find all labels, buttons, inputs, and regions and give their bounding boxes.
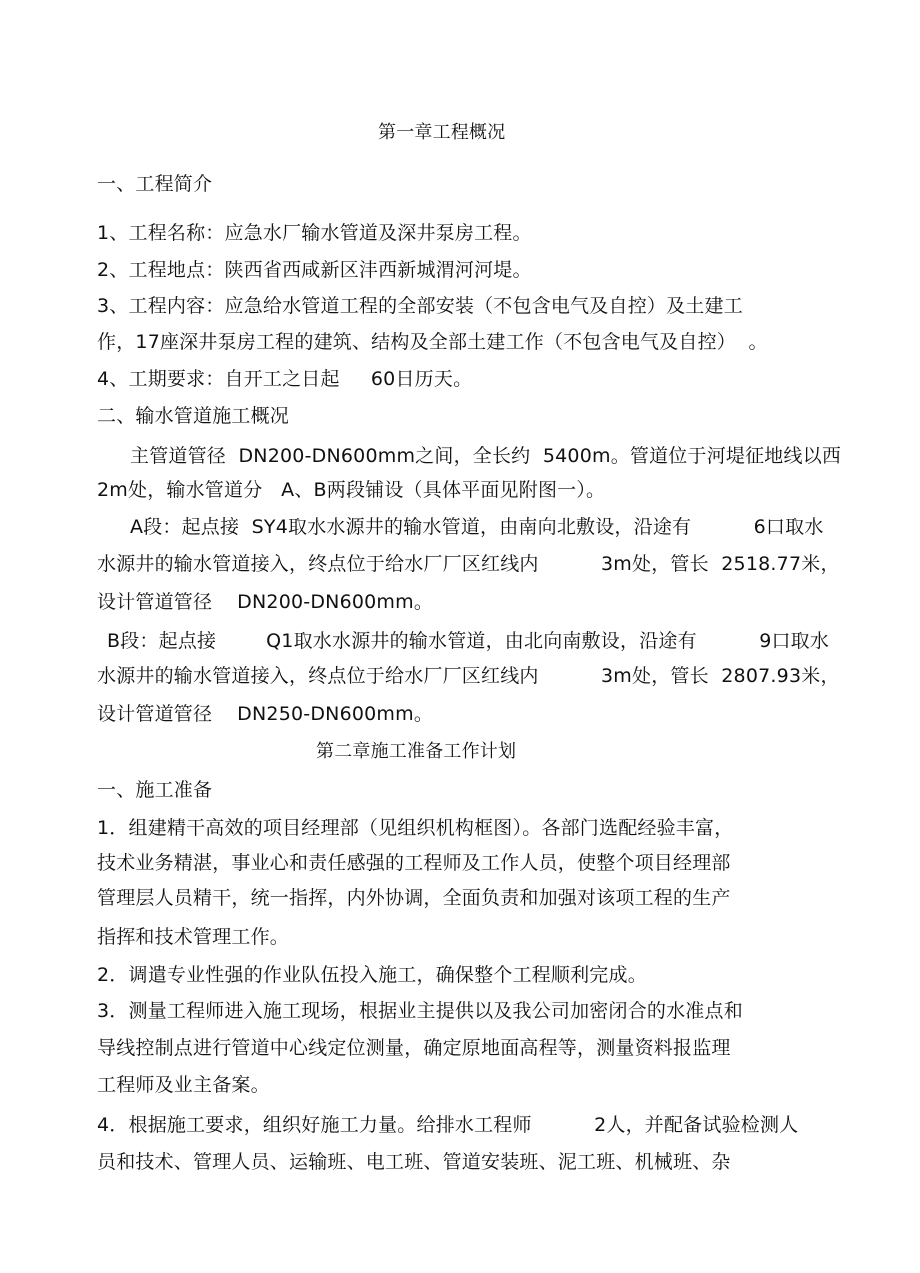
prep-item-1-line-2: 技术业务精湛，事业心和责任感强的工程师及工作人员，使整个项目经理部 <box>97 852 731 874</box>
chapter-1-title: 第一章工程概况 <box>378 122 506 143</box>
paragraph-section-a-line-3: 设计管道管径 DN200-DN600mm。 <box>97 591 434 613</box>
section-1-title: 一、工程简介 <box>97 173 213 195</box>
chapter-2-title: 第二章施工准备工作计划 <box>316 741 517 762</box>
item-3-project-content-line-1: 3、工程内容：应急给水管道工程的全部安装（不包含电气及自控）及土建工 <box>97 295 743 317</box>
prep-item-3-line-1: 3．测量工程师进入施工现场，根据业主提供以及我公司加密闭合的水准点和 <box>97 1000 743 1022</box>
prep-item-1-line-4: 指挥和技术管理工作。 <box>97 926 290 948</box>
prep-item-1-line-3: 管理层人员精干，统一指挥，内外协调，全面负责和加强对该项工程的生产 <box>97 887 731 909</box>
paragraph-main-pipe-line-1: 主管道管径 DN200-DN600mm之间，全长约 5400m。管道位于河堤征地线以西 <box>130 445 842 467</box>
prep-item-4-line-2: 员和技术、管理人员、运输班、电工班、管道安装班、泥工班、机械班、杂 <box>97 1151 731 1173</box>
prep-item-4-line-1: 4．根据施工要求，组织好施工力量。给排水工程师 2人，并配备试验检测人 <box>97 1114 799 1136</box>
prep-item-3-line-2: 导线控制点进行管道中心线定位测量，确定原地面高程等，测量资料报监理 <box>97 1037 731 1059</box>
item-1-project-name: 1、工程名称：应急水厂输水管道及深井泵房工程。 <box>97 222 532 244</box>
prep-item-1-line-1: 1．组建精干高效的项目经理部（见组织机构框图）。各部门选配经验丰富， <box>97 817 734 839</box>
prep-item-3-line-3: 工程师及业主备案。 <box>97 1074 270 1096</box>
section-2-title: 二、输水管道施工概况 <box>97 405 290 427</box>
paragraph-section-b-line-2: 水源井的输水管道接入，终点位于给水厂厂区红线内 3m处，管长 2807.93米， <box>97 665 840 687</box>
prep-item-2: 2．调遣专业性强的作业队伍投入施工，确保整个工程顺利完成。 <box>97 964 647 986</box>
paragraph-main-pipe-line-2: 2m处，输水管道分 A、B两段铺设（具体平面见附图一）。 <box>97 479 606 501</box>
section-3-title: 一、施工准备 <box>97 779 213 801</box>
paragraph-section-a-line-2: 水源井的输水管道接入，终点位于给水厂厂区红线内 3m处，管长 2518.77米， <box>97 553 840 575</box>
item-4-schedule: 4、工期要求：自开工之日起 60日历天。 <box>97 368 473 390</box>
paragraph-section-b-line-1: B段：起点接 Q1取水水源井的输水管道，由北向南敷设，沿途有 9口取水 <box>107 630 830 652</box>
paragraph-section-b-line-3: 设计管道管径 DN250-DN600mm。 <box>97 703 434 725</box>
item-2-project-location: 2、工程地点：陕西省西咸新区沣西新城渭河河堤。 <box>97 259 532 281</box>
paragraph-section-a-line-1: A段：起点接 SY4取水水源井的输水管道，由南向北敷设，沿途有 6口取水 <box>130 516 824 538</box>
item-3-project-content-line-2: 作，17座深井泵房工程的建筑、结构及全部土建工作（不包含电气及自控） 。 <box>97 331 768 353</box>
